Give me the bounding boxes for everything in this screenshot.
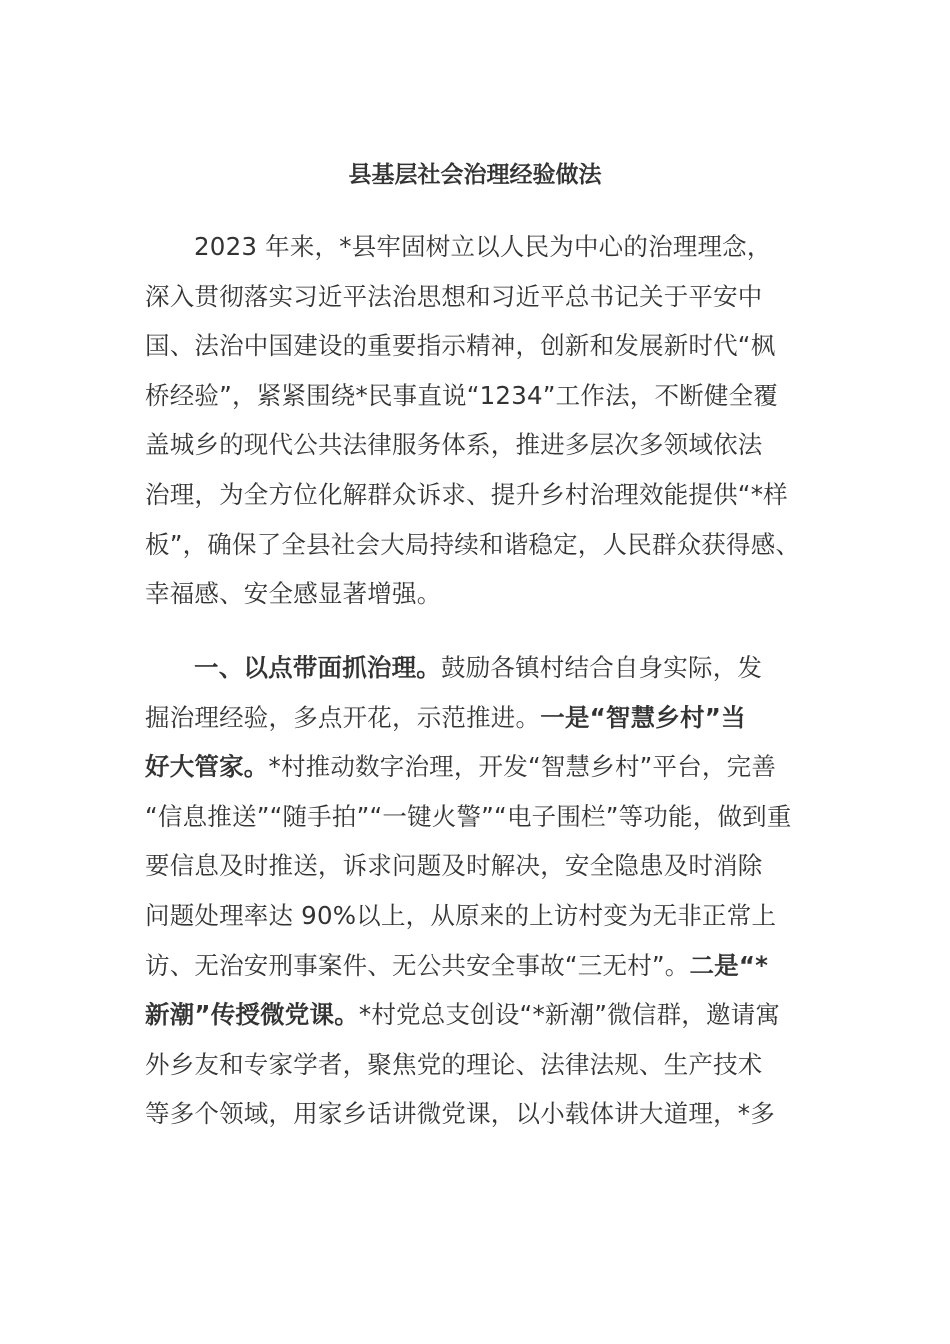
text-line: “信息推送”“随手拍”“一键火警”“电子围栏”等功能，做到重 [145, 801, 792, 831]
text-run: 鼓励各镇村结合自身实际，发 [441, 653, 763, 682]
intro-paragraph [145, 222, 830, 619]
subheading-run: 新潮”传授微党课。 [145, 1000, 359, 1030]
text-run: *村党总支创设“*新潮”微信群，邀请寓 [358, 1000, 781, 1030]
text-line: 2023 年来，*县牢固树立以人民为中心的治理理念， [194, 232, 772, 261]
text-line: 深入贯彻落实习近平法治思想和习近平总书记关于平安中 [145, 281, 763, 311]
subheading-run: 一是“智慧乡村”当 [540, 702, 746, 732]
subheading-run: 好大管家。 [145, 752, 269, 782]
section-heading: 一、以点带面抓治理。 [194, 653, 441, 682]
text-run: 访、无治安刑事案件、无公共安全事故“三无村”。 [145, 950, 690, 980]
text-line: 幸福感、安全感显著增强。 [145, 579, 442, 609]
text-line: 板”，确保了全县社会大局持续和谐稳定，人民群众获得感、 [145, 529, 801, 559]
text-line [145, 941, 830, 991]
text-line: 盖城乡的现代公共法律服务体系，推进多层次多领域依法 [145, 430, 763, 460]
text-line: 桥经验”，紧紧围绕*民事直说“1234”工作法，不断健全覆 [145, 380, 778, 410]
text-line: 治理，为全方位化解群众诉求、提升乡村治理效能提供“*样 [145, 479, 788, 509]
text-line: 问题处理率达 90%以上，从原来的上访村变为无非正常上 [145, 900, 777, 930]
text-line [145, 693, 830, 743]
text-line [145, 990, 830, 1040]
text-line [145, 643, 830, 693]
text-run: *村推动数字治理，开发“智慧乡村”平台，完善 [268, 752, 777, 782]
text-line: 等多个领域，用家乡话讲微党课，以小载体讲大道理，*多 [145, 1099, 775, 1129]
text-run: 掘治理经验，多点开花，示范推进。 [145, 702, 541, 732]
text-line: 外乡友和专家学者，聚焦党的理论、法律法规、生产技术 [145, 1049, 763, 1079]
text-line [145, 742, 830, 792]
section-one-paragraph [145, 643, 830, 1139]
document-title: 县基层社会治理经验做法 [348, 162, 602, 188]
text-line: 要信息及时推送，诉求问题及时解决，安全隐患及时消除 [145, 851, 763, 881]
text-line: 国、法治中国建设的重要指示精神，创新和发展新时代“枫 [145, 331, 776, 361]
subheading-run: 二是“* [689, 950, 769, 980]
